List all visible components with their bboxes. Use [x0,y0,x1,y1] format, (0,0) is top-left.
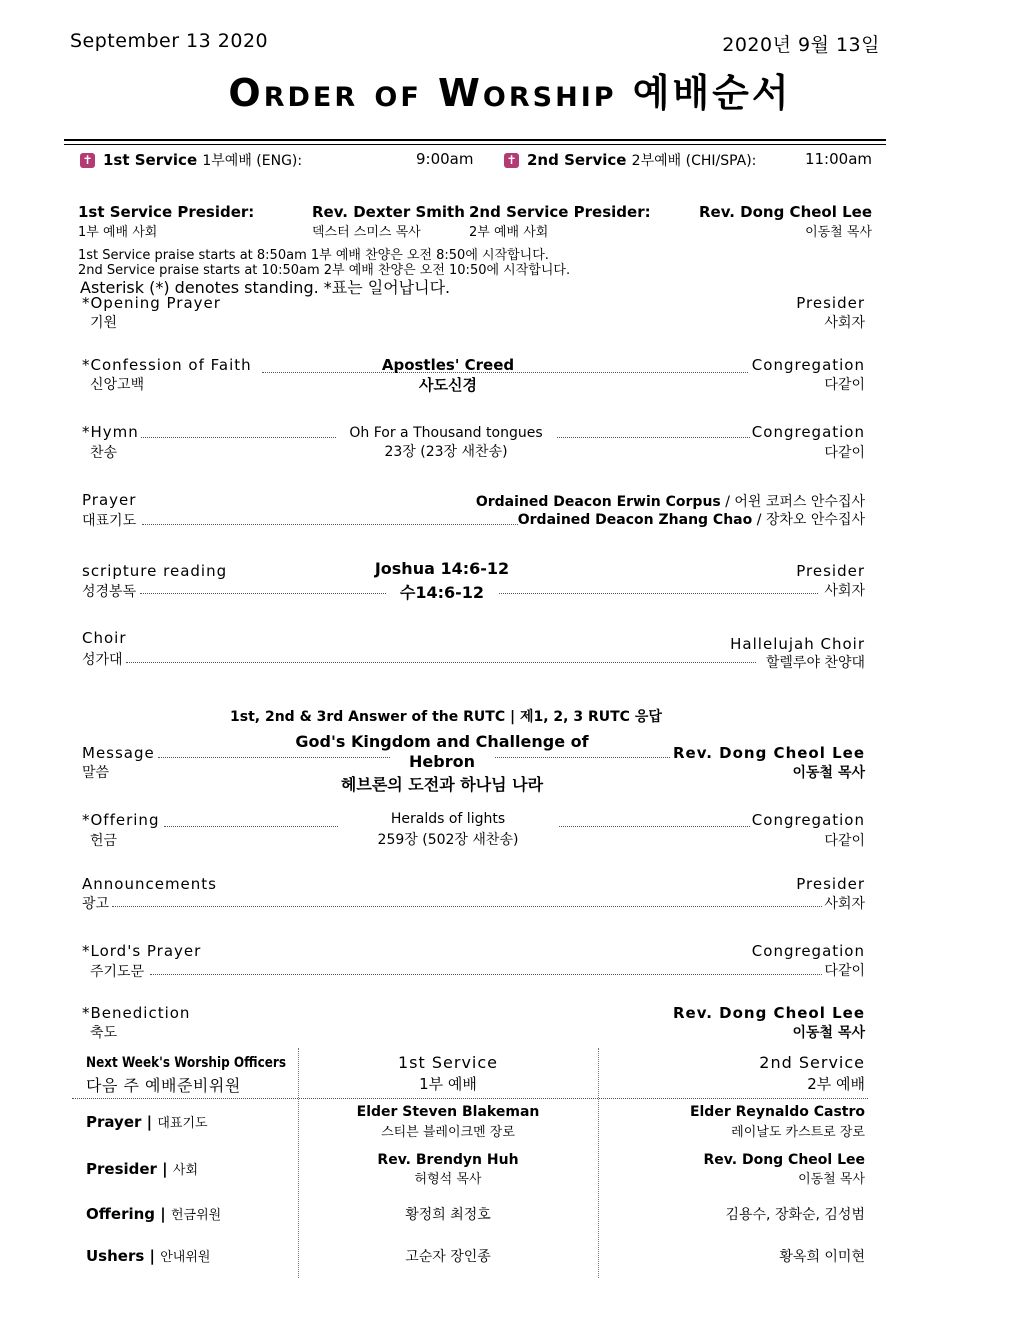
announcements-label: Announcements [82,875,217,893]
row-ushers-label: Ushers | 안내위원 [86,1247,211,1265]
choir-label-ko: 성가대 [82,652,123,668]
second-service-time: 11:00am [804,150,872,168]
announcements-role: Presider [796,875,865,893]
col-second-service: 2nd Service [759,1053,865,1072]
prayer-deacon-1: Ordained Deacon Erwin Corpus / 어윈 코퍼스 안수집사 [475,494,865,510]
lords-prayer-label: *Lord's Prayer [82,942,202,960]
benediction-speaker: Rev. Dong Cheol Lee [672,1004,865,1022]
confession-label: *Confession of Faith [82,356,252,374]
opening-prayer-label: *Opening Prayer [82,294,221,312]
prayer-officer-1-ko: 스티븐 블레이크멘 장로 [381,1125,515,1140]
title-rule-top [64,139,886,141]
offering-officers-1: 황정희 최정호 [405,1207,491,1223]
prayer-officer-2: Elder Reynaldo Castro [689,1104,865,1120]
presider-officer-2: Rev. Dong Cheol Lee [703,1152,865,1168]
table-divider-2 [598,1048,599,1278]
row-prayer-label: Prayer | 대표기도 [86,1113,208,1131]
presider-officer-1: Rev. Brendyn Huh [377,1152,519,1168]
cross-icon: ✝ [80,153,95,168]
first-presider-name: Rev. Dexter Smith [312,203,465,221]
benediction-label: *Benediction [82,1004,191,1022]
col-first-service: 1st Service [397,1053,498,1072]
prayer-label-ko: 대표기도 [82,513,137,529]
presider-officer-2-ko: 이동철 목사 [798,1172,865,1187]
col-first-service-ko: 1부 예배 [419,1075,477,1093]
col-second-service-ko: 2부 예배 [807,1075,865,1093]
hymn-label-ko: 찬송 [90,445,118,461]
message-title-line1: God's Kingdom and Challenge of [295,732,589,751]
prayer-deacon-2: Ordained Deacon Zhang Chao / 장차오 안수집사 [517,512,865,528]
date-korean: 2020년 9월 13일 [722,34,880,56]
note-second-praise: 2nd Service praise starts at 10:50am 2부 예배 찬양은 오전 10:50에 시작합니다. [78,263,571,278]
choir-leader-dots [126,662,756,663]
officers-title-ko: 다음 주 예배준비위원 [86,1076,241,1095]
hymn-title: Oh For a Thousand tongues [336,425,556,441]
message-label: Message [82,744,155,762]
scripture-reference-ko: 수14:6-12 [386,580,498,603]
rutc-heading: 1st, 2nd & 3rd Answer of the RUTC | 제1, 2, 3 RUTC 응답 [230,709,662,725]
opening-prayer-role-ko: 사회자 [824,315,865,331]
ushers-1: 고순자 장인종 [405,1249,491,1265]
prayer-officer-1: Elder Steven Blakeman [356,1104,540,1120]
officers-title: Next Week's Worship Officers [86,1055,287,1071]
offering-officers-2: 김용수, 장화순, 김성범 [725,1207,865,1223]
lords-prayer-leader-dots [150,974,826,975]
confession-content: Apostles' Creed [381,356,515,374]
first-service-line: ✝ 1st Service 1부예배 (ENG): [80,150,302,170]
choir-label: Choir [82,629,127,647]
first-presider-label-ko: 1부 예배 사회 [78,225,158,240]
second-presider-name-ko: 이동철 목사 [805,225,872,240]
hymn-role-ko: 다같이 [824,445,865,461]
page-title: Order of Worship 예배순서 [228,71,792,115]
confession-content-ko: 사도신경 [419,376,477,394]
opening-prayer-label-ko: 기원 [90,315,118,331]
date-english: September 13 2020 [70,30,269,52]
row-presider-label: Presider | 사회 [86,1160,199,1178]
table-divider-1 [298,1048,299,1278]
note-first-praise: 1st Service praise starts at 8:50am 1부 예배 찬양은 오전 8:50에 시작합니다. [78,248,549,263]
announcements-role-ko: 사회자 [822,893,865,913]
hymn-label: *Hymn [82,423,139,441]
scripture-role-ko: 사회자 [822,580,865,600]
second-service-line: ✝ 2nd Service 2부예배 (CHI/SPA): [504,150,756,170]
second-presider-name: Rev. Dong Cheol Lee [698,203,872,221]
message-label-ko: 말씀 [82,765,110,781]
prayer-leader-dots [142,524,518,525]
opening-prayer-role: Presider [796,294,865,312]
cross-icon: ✝ [504,153,519,168]
message-title-line2: Hebron [390,752,494,771]
first-service-time: 9:00am [416,150,474,168]
choir-name: Hallelujah Choir [730,635,865,653]
confession-role-ko: 다같이 [824,377,865,393]
confession-label-ko: 신앙고백 [90,377,145,393]
hymn-role: Congregation [751,423,865,441]
scripture-label: scripture reading [82,562,228,580]
offering-role-ko: 다같이 [824,833,865,849]
prayer-officer-2-ko: 레이날도 카스트로 장로 [731,1125,865,1140]
scripture-role: Presider [796,562,865,580]
table-header-rule [72,1098,868,1099]
note-asterisk: Asterisk (*) denotes standing. *표는 일어납니다. [80,278,451,297]
confession-role: Congregation [751,356,865,374]
ushers-2: 황옥희 이미현 [779,1249,865,1265]
offering-hymn-number: 259장 (502장 새찬송) [377,832,519,848]
benediction-speaker-ko: 이동철 목사 [792,1025,865,1041]
offering-label-ko: 헌금 [90,833,118,849]
lords-prayer-role-ko: 다같이 [822,960,865,980]
announcements-label-ko: 광고 [82,896,110,912]
benediction-label-ko: 축도 [90,1025,118,1041]
choir-name-ko: 할렐루야 찬양대 [765,655,865,671]
announcements-leader-dots [112,906,822,907]
prayer-label: Prayer [82,491,137,509]
offering-hymn-title: Heralds of lights [338,811,558,827]
second-presider-label: 2nd Service Presider: [469,203,651,221]
lords-prayer-role: Congregation [751,942,865,960]
scripture-reference: Joshua 14:6-12 [374,559,510,578]
second-presider-label-ko: 2부 예배 사회 [469,225,549,240]
row-offering-label: Offering | 헌금위원 [86,1205,222,1223]
offering-label: *Offering [82,811,160,829]
first-presider-label: 1st Service Presider: [78,203,255,221]
presider-officer-1-ko: 허형석 목사 [414,1172,482,1187]
scripture-label-ko: 성경봉독 [82,581,138,601]
title-rule-bottom [64,144,886,145]
message-speaker: Rev. Dong Cheol Lee [672,744,865,762]
message-speaker-ko: 이동철 목사 [792,765,865,781]
lords-prayer-label-ko: 주기도문 [90,964,145,980]
hymn-number: 23장 (23장 새찬송) [384,444,508,460]
first-presider-name-ko: 덱스터 스미스 목사 [312,225,421,240]
message-title-ko: 헤브론의 도전과 하나님 나라 [340,775,544,794]
offering-role: Congregation [751,811,865,829]
